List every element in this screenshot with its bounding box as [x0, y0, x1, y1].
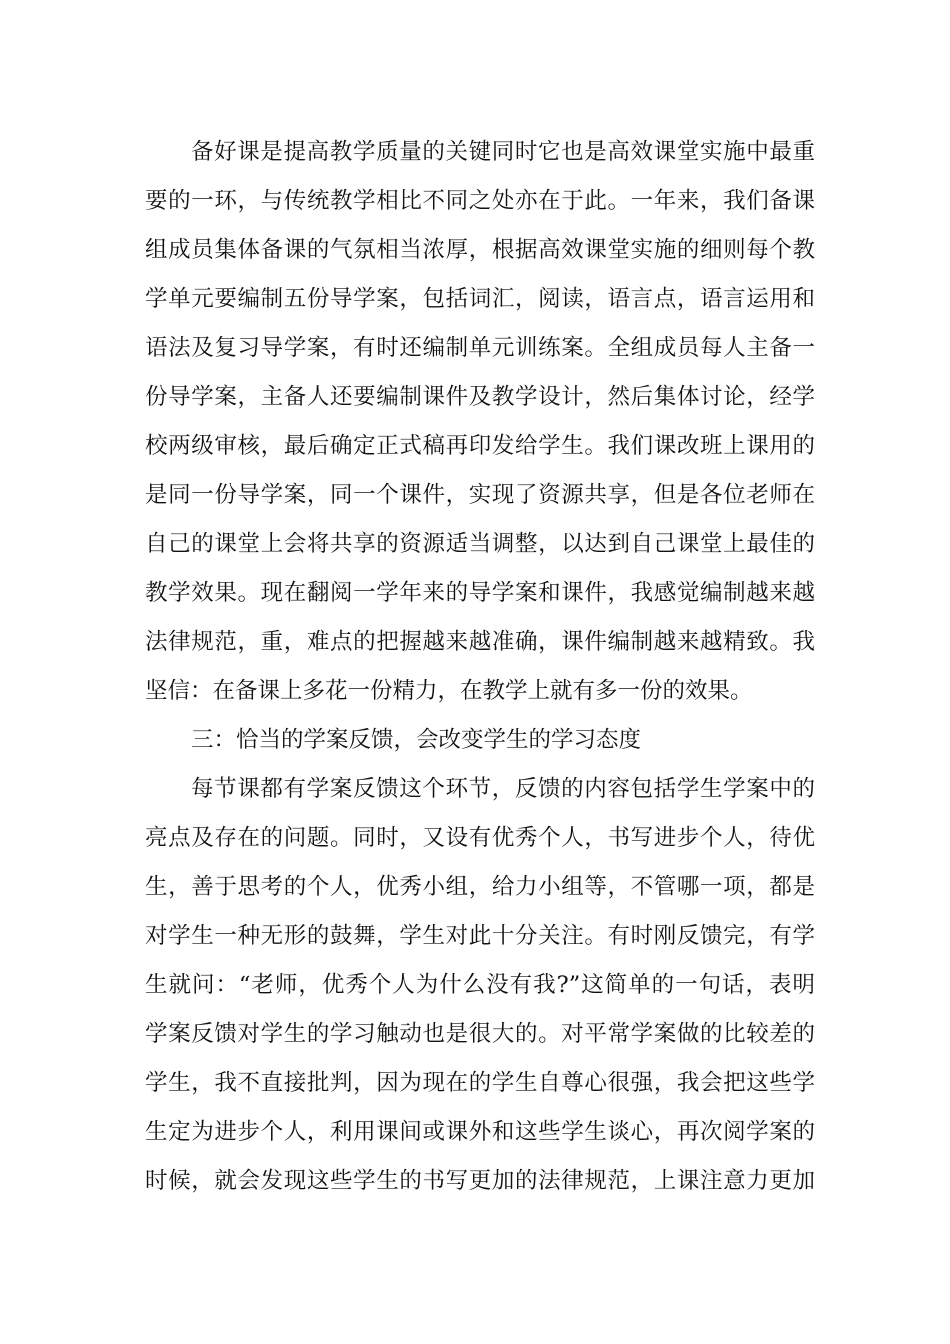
paragraph-1-line-9: 自己的课堂上会将共享的资源适当调整，以达到自己课堂上最佳的 [145, 531, 815, 557]
paragraph-2-line-6: 学案反馈对学生的学习触动也是很大的。对平常学案做的比较差的 [145, 1021, 815, 1047]
paragraph-1-line-4: 学单元要编制五份导学案，包括词汇，阅读，语言点，语言运用和 [145, 286, 815, 312]
paragraph-1-line-2: 要的一环，与传统教学相比不同之处亦在于此。一年来，我们备课 [145, 188, 815, 214]
paragraph-2-line-7: 学生，我不直接批判，因为现在的学生自尊心很强，我会把这些学 [145, 1070, 815, 1096]
paragraph-2-line-9: 时候，就会发现这些学生的书写更加的法律规范，上课注意力更加 [145, 1168, 815, 1194]
paragraph-1-line-3: 组成员集体备课的气氛相当浓厚，根据高效课堂实施的细则每个教 [145, 237, 815, 263]
paragraph-1-line-5: 语法及复习导学案，有时还编制单元训练案。全组成员每人主备一 [145, 335, 815, 361]
paragraph-1-line-10: 教学效果。现在翻阅一学年来的导学案和课件，我感觉编制越来越 [145, 580, 815, 606]
paragraph-2-line-4: 对学生一种无形的鼓舞，学生对此十分关注。有时刚反馈完，有学 [145, 923, 815, 949]
section-heading: 三：恰当的学案反馈，会改变学生的学习态度 [191, 727, 642, 753]
paragraph-2-line-3: 生，善于思考的个人，优秀小组，给力小组等，不管哪一项，都是 [145, 874, 815, 900]
paragraph-1-line-7: 校两级审核，最后确定正式稿再印发给学生。我们课改班上课用的 [145, 433, 815, 459]
paragraph-1-line-1: 备好课是提高教学质量的关键同时它也是高效课堂实施中最重 [191, 139, 815, 165]
paragraph-1-line-11: 法律规范，重，难点的把握越来越准确，课件编制越来越精致。我 [145, 629, 815, 655]
paragraph-2-line-8: 生定为进步个人，利用课间或课外和这些学生谈心，再次阅学案的 [145, 1119, 815, 1145]
paragraph-1-line-8: 是同一份导学案，同一个课件，实现了资源共享，但是各位老师在 [145, 482, 815, 508]
paragraph-2-line-5: 生就问：“老师，优秀个人为什么没有我?”这简单的一句话，表明 [145, 972, 815, 998]
paragraph-1-line-12: 坚信：在备课上多花一份精力，在教学上就有多一份的效果。 [145, 678, 753, 704]
paragraph-1-line-6: 份导学案，主备人还要编制课件及教学设计，然后集体讨论，经学 [145, 384, 815, 410]
paragraph-2-line-1: 每节课都有学案反馈这个环节，反馈的内容包括学生学案中的 [191, 776, 815, 802]
paragraph-2-line-2: 亮点及存在的问题。同时，又设有优秀个人，书写进步个人，待优 [145, 825, 815, 851]
